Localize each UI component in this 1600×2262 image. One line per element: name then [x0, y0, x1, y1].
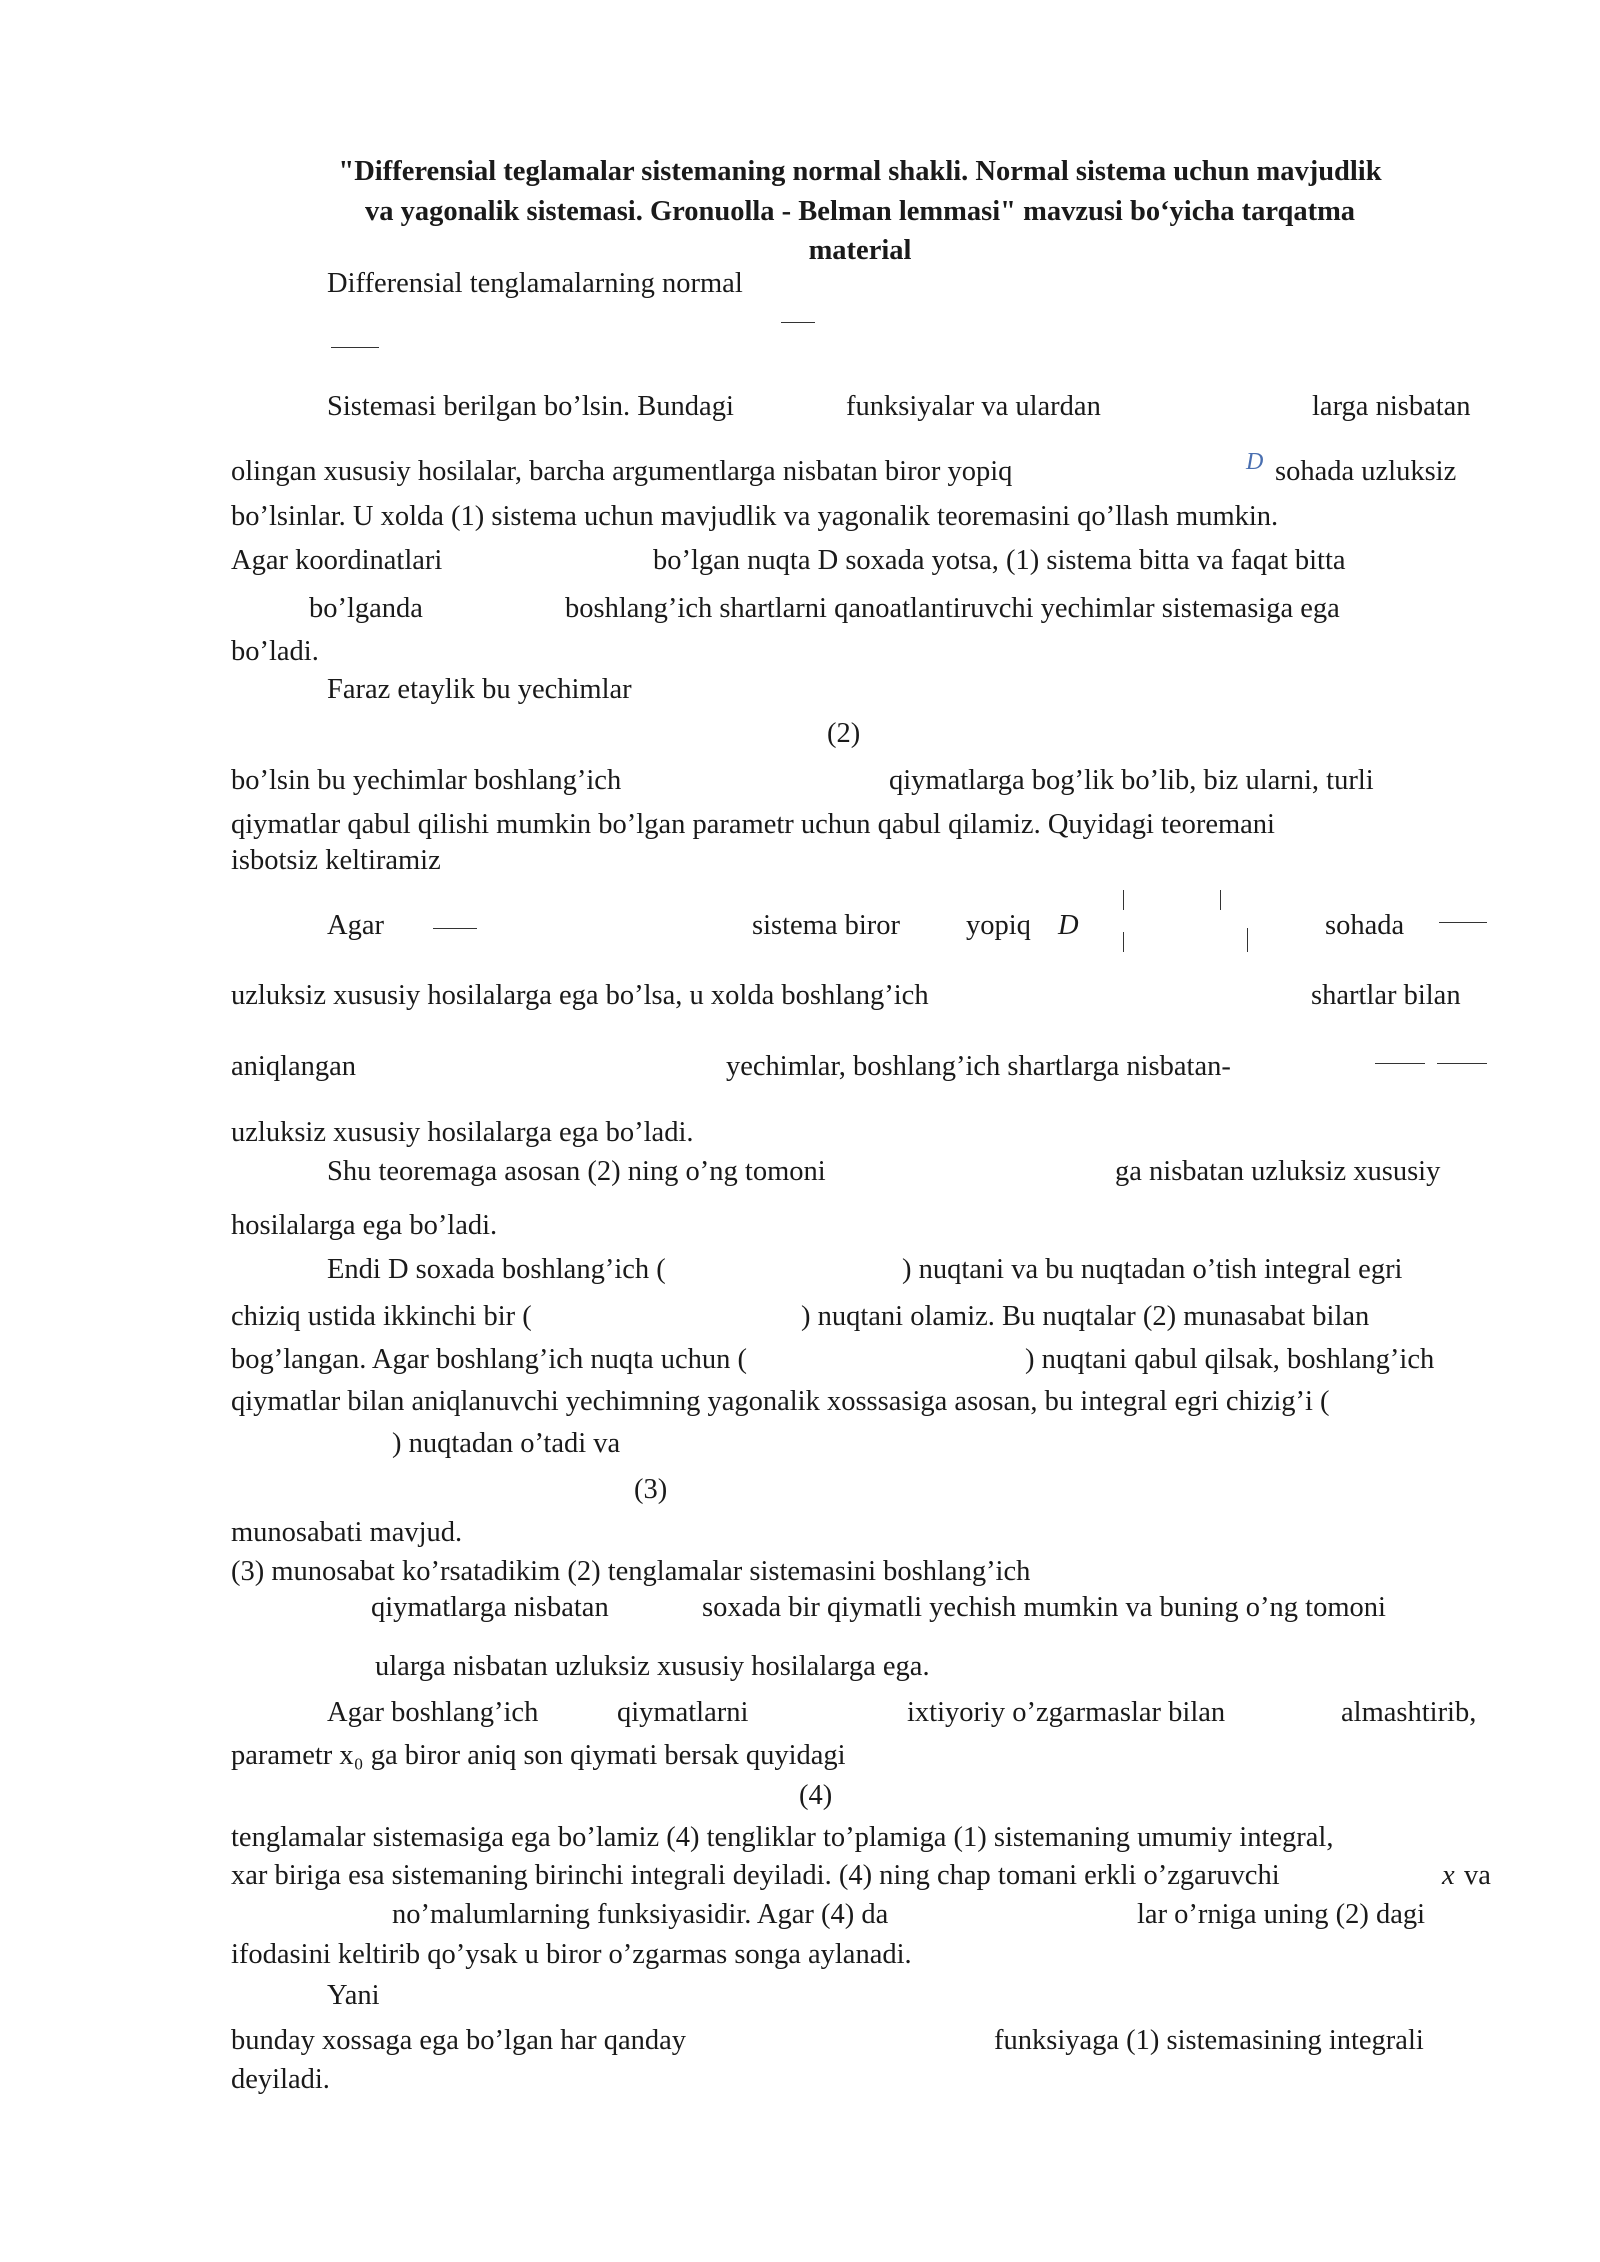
text-line: bunday xossaga ega bo’lgan har qanday — [231, 2025, 687, 2056]
formula-bar — [1247, 928, 1248, 952]
text-line: munosabati mavjud. — [231, 1517, 463, 1548]
formula-fraction-bar — [1439, 922, 1487, 923]
text-line: Sistemasi berilgan bo’lsin. Bundagi — [327, 391, 734, 422]
domain-d-symbol: D — [1058, 910, 1079, 941]
text-line: hosilalarga ega bo’ladi. — [231, 1210, 498, 1241]
variable-x: x — [1442, 1860, 1455, 1891]
text-line: qiymatlar bilan aniqlanuvchi yechimning yagonalik xosssasiga asosan, bu integral egri chizig’i ( — [231, 1386, 1330, 1417]
text-line: sohada — [1325, 910, 1405, 941]
text-line: larga nisbatan — [1312, 391, 1471, 422]
text-line: bo’lgan nuqta D soxada yotsa, (1) sistema bitta va faqat bitta — [653, 545, 1346, 576]
text-line: yopiq — [966, 910, 1031, 941]
document-title-line-3: material — [808, 235, 912, 266]
text-line: uzluksiz xususiy hosilalarga ega bo’ladi. — [231, 1117, 694, 1148]
formula-fraction-bar — [1437, 1063, 1487, 1064]
intro-line: Differensial tenglamalarning normal — [327, 268, 743, 299]
domain-d-symbol: D — [1246, 449, 1264, 475]
text-line: sistema biror — [752, 910, 901, 941]
text-line: Shu teoremaga asosan (2) ning o’ng tomoni — [327, 1156, 826, 1187]
text-line: qiymatlarga bog’lik bo’lib, biz ularni, turli — [889, 765, 1374, 796]
text-line: ) nuqtani va bu nuqtadan o’tish integral egri — [902, 1254, 1403, 1285]
text-line: bog’langan. Agar boshlang’ich nuqta uchun ( — [231, 1344, 748, 1375]
text-line: ularga nisbatan uzluksiz xususiy hosilalarga ega. — [375, 1651, 930, 1682]
formula-bar — [1220, 890, 1221, 910]
text-line: yechimlar, boshlang’ich shartlarga nisbatan- — [726, 1051, 1231, 1082]
formula-bar — [1123, 932, 1124, 952]
formula-bar — [1123, 890, 1124, 910]
text-line: bo’lsinlar. U xolda (1) sistema uchun mavjudlik va yagonalik teoremasini qo’llash mumkin. — [231, 501, 1279, 532]
text-line: deyiladi. — [231, 2064, 330, 2095]
text-line: lar o’rniga uning (2) dagi — [1137, 1899, 1426, 1930]
text-line: xar biriga esa sistemaning birinchi integrali deyiladi. (4) ning chap tomani erkli o’zgaruvchi — [231, 1860, 1280, 1891]
text-line: qiymatlarni — [617, 1697, 749, 1728]
text-line: ) nuqtani qabul qilsak, boshlang’ich — [1025, 1344, 1435, 1375]
text-line: Yani — [327, 1980, 380, 2011]
text-line: aniqlangan — [231, 1051, 357, 1082]
equation-label-3: (3) — [634, 1474, 668, 1505]
text-line: bo’ladi. — [231, 636, 319, 667]
text-line: ixtiyoriy o’zgarmaslar bilan — [907, 1697, 1226, 1728]
text-line: Agar boshlang’ich — [327, 1697, 539, 1728]
text-line: funksiyaga (1) sistemasining integrali — [994, 2025, 1424, 2056]
text-line: Endi D soxada boshlang’ich ( — [327, 1254, 666, 1285]
text-line: chiziq ustida ikkinchi bir ( — [231, 1301, 532, 1332]
text-line: shartlar bilan — [1311, 980, 1461, 1011]
text-line: bo’lsin bu yechimlar boshlang’ich — [231, 765, 622, 796]
text-line: Agar koordinatlari — [231, 545, 443, 576]
text-line: ) nuqtani olamiz. Bu nuqtalar (2) munasabat bilan — [801, 1301, 1370, 1332]
equation-label-2: (2) — [827, 718, 861, 749]
text-line: ifodasini keltirib qo’ysak u biror o’zgarmas songa aylanadi. — [231, 1939, 912, 1970]
text-line: ga nisbatan uzluksiz xususiy — [1115, 1156, 1441, 1187]
formula-fraction-bar — [433, 928, 477, 929]
text-line: qiymatlarga nisbatan — [371, 1592, 609, 1623]
text-line: boshlang’ich shartlarni qanoatlantiruvchi yechimlar sistemasiga ega — [565, 593, 1340, 624]
formula-fraction-bar — [781, 322, 815, 323]
text-line: parametr x₀ ga biror aniq son qiymati bersak quyidagi — [231, 1740, 846, 1771]
document-title-line-2: va yagonalik sistemasi. Gronuolla - Belman lemmasi" mavzusi bo‘yicha tarqatma — [364, 196, 1356, 227]
text-line: Agar — [327, 910, 384, 941]
text-line: sohada uzluksiz — [1275, 456, 1457, 487]
document-title-line-1: "Differensial teglamalar sistemaning normal shakli. Normal sistema uchun mavjudlik — [338, 156, 1382, 187]
text-line: (3) munosabat ko’rsatadikim (2) tenglamalar sistemasini boshlang’ich — [231, 1556, 1031, 1587]
text-line: qiymatlar qabul qilishi mumkin bo’lgan parametr uchun qabul qilamiz. Quyidagi teoremani — [231, 809, 1275, 840]
formula-fraction-bar — [331, 347, 379, 348]
text-line: almashtirib, — [1341, 1697, 1477, 1728]
text-line: bo’lganda — [309, 593, 423, 624]
formula-fraction-bar — [1375, 1063, 1425, 1064]
text-line: ) nuqtadan o’tadi va — [392, 1428, 621, 1459]
text-line: soxada bir qiymatli yechish mumkin va buning o’ng tomoni — [702, 1592, 1386, 1623]
text-line: va — [1464, 1860, 1491, 1891]
text-line: funksiyalar va ulardan — [846, 391, 1101, 422]
text-line: no’malumlarning funksiyasidir. Agar (4) da — [392, 1899, 889, 1930]
equation-label-4: (4) — [799, 1780, 833, 1811]
text-line: isbotsiz keltiramiz — [231, 845, 441, 876]
text-line: tenglamalar sistemasiga ega bo’lamiz (4) tengliklar to’plamiga (1) sistemaning umumiy integral, — [231, 1822, 1334, 1853]
text-line: uzluksiz xususiy hosilalarga ega bo’lsa, u xolda boshlang’ich — [231, 980, 929, 1011]
text-line: olingan xususiy hosilalar, barcha argumentlarga nisbatan biror yopiq — [231, 456, 1013, 487]
text-line: Faraz etaylik bu yechimlar — [327, 674, 632, 705]
